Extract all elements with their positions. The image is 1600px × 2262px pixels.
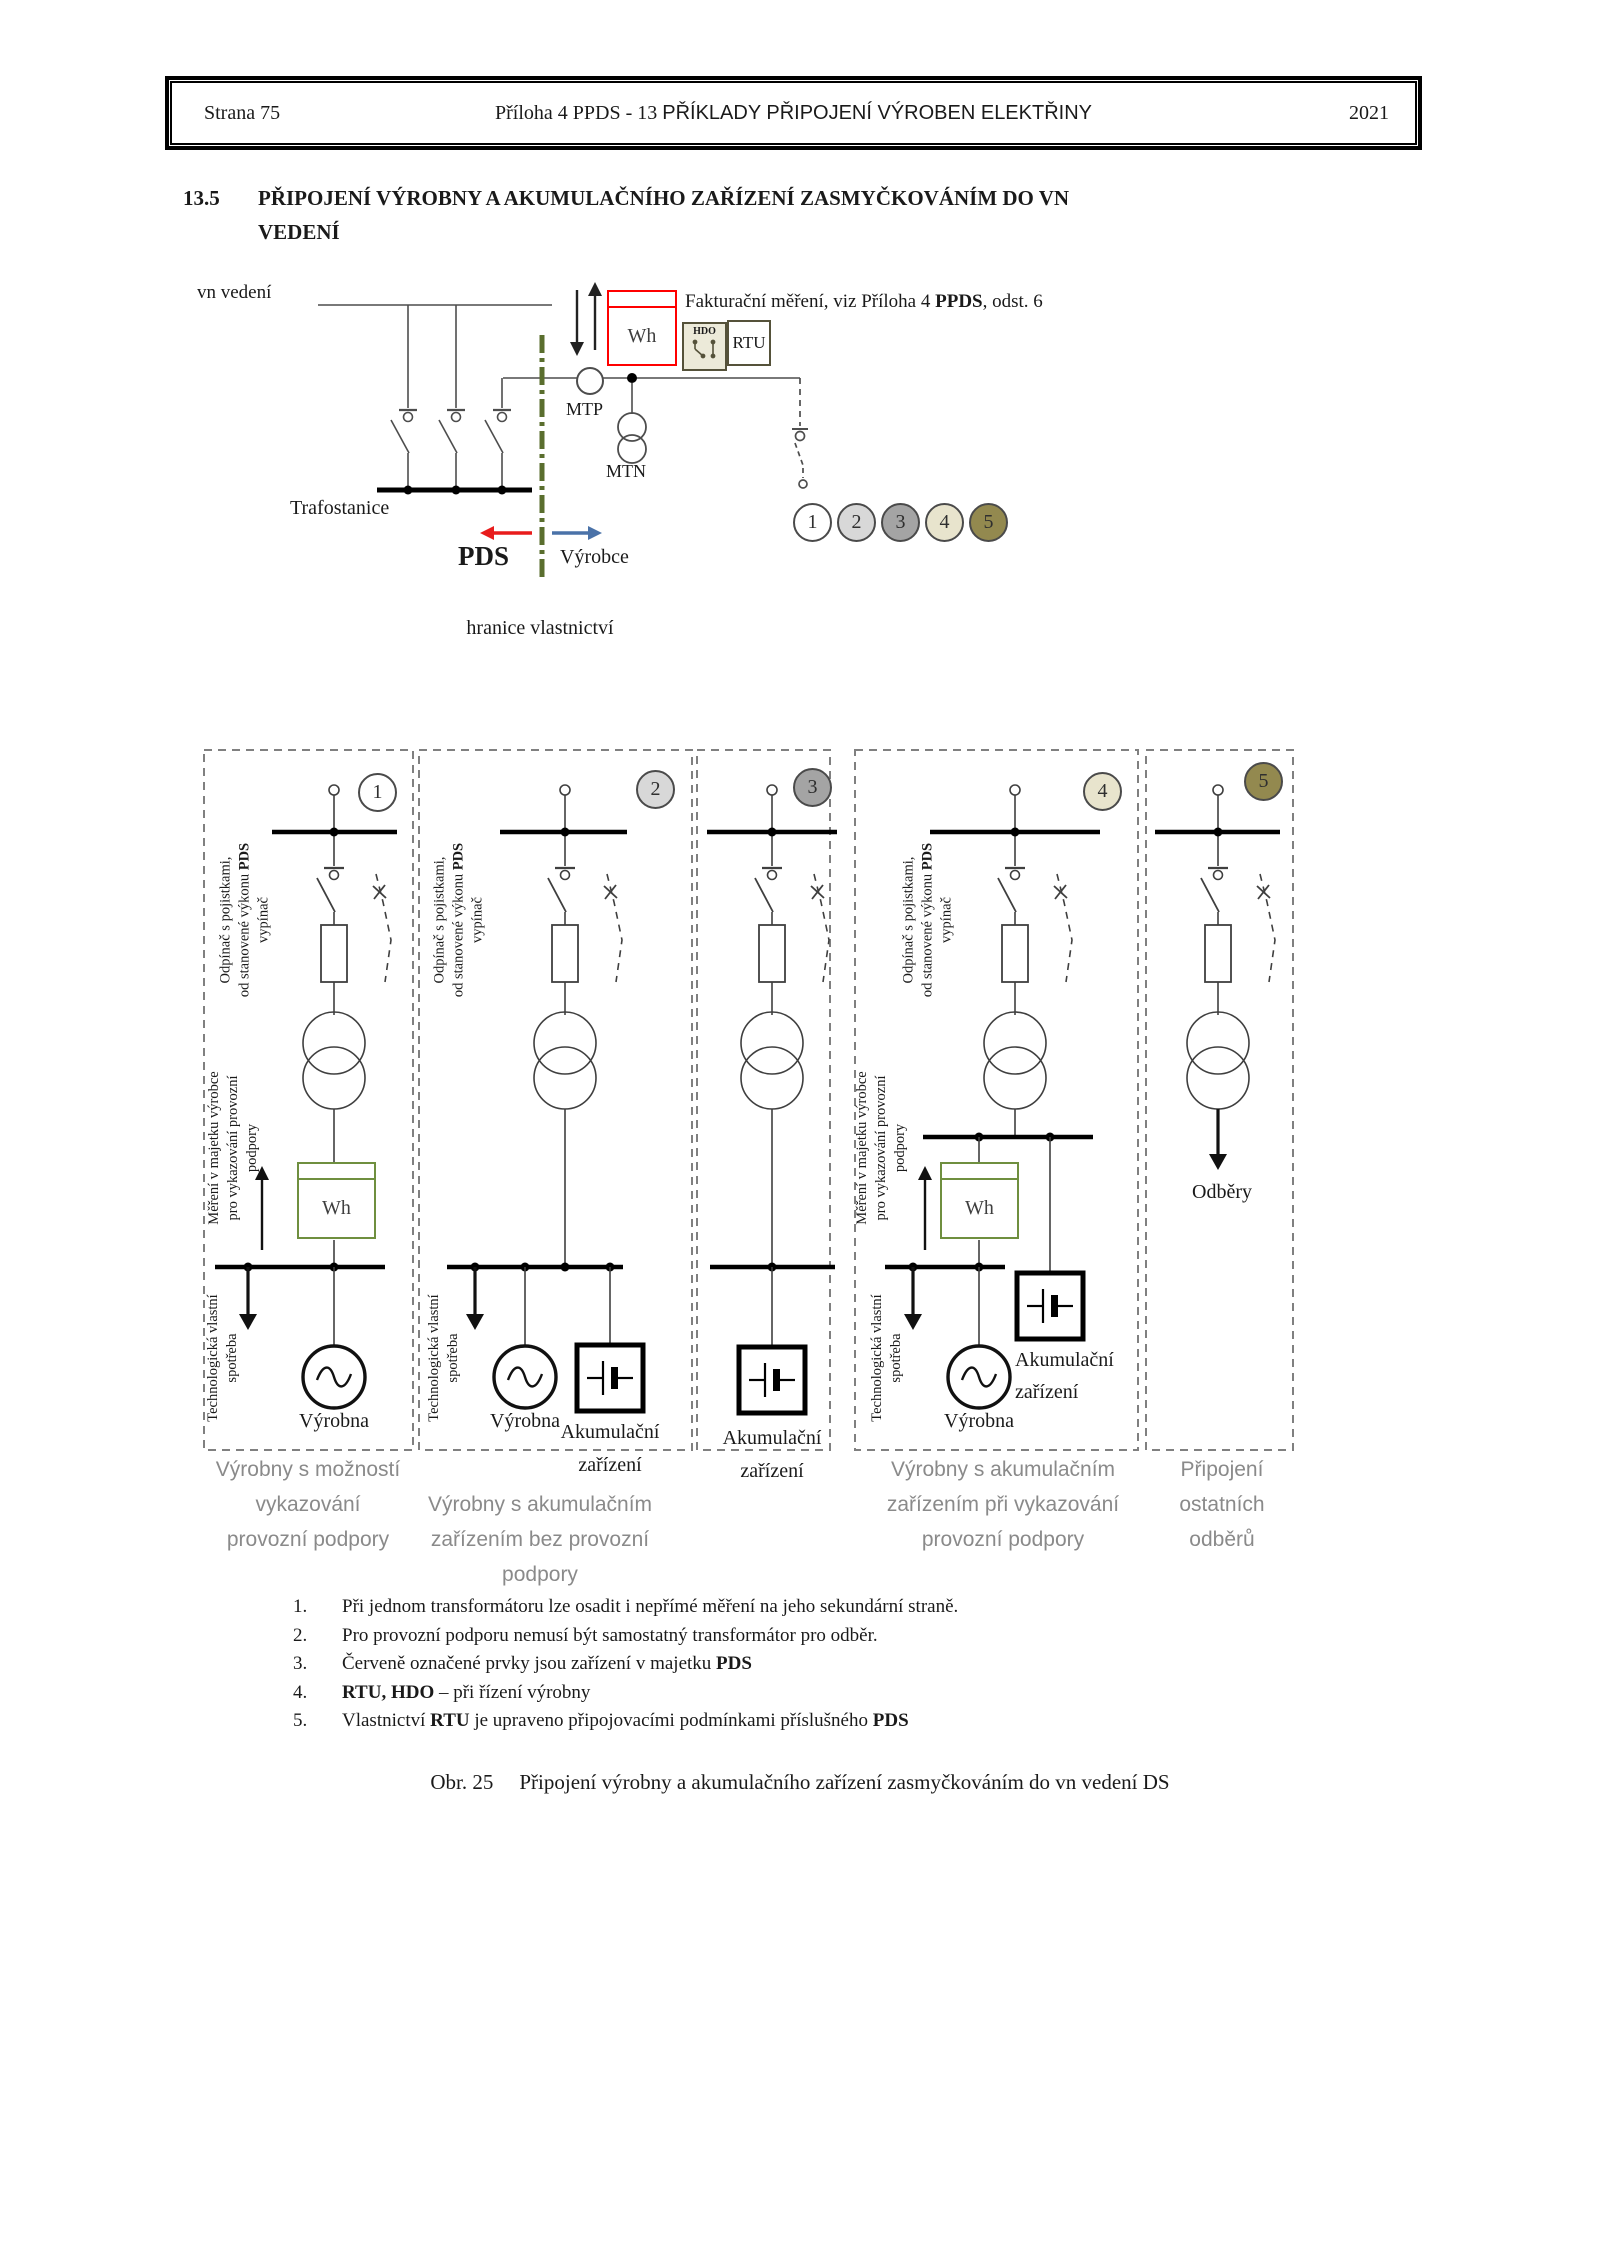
battery-icon — [577, 1345, 643, 1411]
hdo-label: HDO — [693, 326, 716, 337]
billing-metering-note: Fakturační měření, viz Příloha 4 PPDS, odst. 6 — [685, 291, 1043, 312]
pds-label: PDS — [458, 541, 510, 571]
mtp-label: MTP — [566, 399, 604, 419]
vn-line-label: vn vedení — [197, 282, 272, 303]
column-5-loads-label: Odběry — [1192, 1181, 1252, 1203]
trafostanice-switch-2 — [439, 410, 465, 488]
energy-flow-arrows — [570, 282, 602, 356]
trafostanice-switch-3 — [485, 410, 511, 488]
trafostanice-busbar — [377, 486, 532, 495]
variant-columns — [204, 750, 1293, 1450]
producer-direction-arrow — [552, 526, 602, 540]
header-title: Příloha 4 PPDS - 13 PŘÍKLADY PŘIPOJENÍ VÝROBEN ELEKTŘINY — [494, 101, 1092, 124]
note-item: 4. RTU, HDO – při řízení výrobny — [293, 1681, 591, 1703]
note-item: 2. Pro provozní podporu nemusí být samostatný transformátor pro odběr. — [293, 1624, 878, 1646]
page-header-box — [165, 76, 1422, 150]
note-item: 1. Při jednom transformátoru lze osadit i nepřímé měření na jeho sekundární straně. — [293, 1596, 959, 1617]
pds-direction-arrow — [480, 526, 532, 540]
own-consumption-arrow — [466, 1267, 484, 1330]
column-2-consumption-note: Technologická vlastní spotřeba — [426, 1294, 461, 1422]
column-1-consumption-note: Technologická vlastní spotřeba — [205, 1294, 240, 1422]
mtn-label: MTN — [606, 461, 646, 481]
column-1-caption: Výrobny s možností vykazování provozní podpory — [215, 1458, 401, 1551]
section-title-line1: PŘIPOJENÍ VÝROBNY A AKUMULAČNÍHO ZAŘÍZENÍ ZASMYČKOVÁNÍM DO VN — [258, 186, 1070, 210]
billing-meter-label: Wh — [627, 324, 657, 347]
header-year: 2021 — [1349, 101, 1389, 124]
column-5-caption: Připojení ostatních odběrů — [1179, 1458, 1265, 1551]
column-1-badge: 1 — [358, 773, 397, 812]
variant-badge-2: 2 — [837, 503, 876, 542]
rtu-box — [727, 320, 771, 366]
column-2-switch-note: Odpínač s pojistkami, od stanovené výkonu PDS vypínač — [431, 842, 486, 998]
column-4-caption: Výrobny s akumulačním zařízením při vykazování provozní podpory — [886, 1458, 1120, 1551]
section-number: 13.5 — [183, 186, 220, 210]
column-5-badge: 5 — [1244, 762, 1283, 801]
ownership-boundary-label: hranice vlastnictví — [466, 617, 614, 639]
variant-badge-5: 5 — [969, 503, 1008, 542]
column-2-caption: Výrobny s akumulačním zařízením bez provozní podpory — [427, 1493, 653, 1586]
column-1-switch-note: Odpínač s pojistkami, od stanovené výkonu PDS vypínač — [217, 842, 272, 998]
loads-arrow — [1209, 1109, 1227, 1170]
rtu-label: RTU — [732, 333, 766, 352]
column-3-circuit — [707, 785, 837, 1413]
column-4-badge: 4 — [1083, 772, 1122, 811]
customer-branch-dashed — [792, 378, 808, 488]
column-4-consumption-note: Technologická vlastní spotřeba — [869, 1294, 904, 1422]
generator-icon — [303, 1346, 365, 1408]
column-3-badge: 3 — [793, 768, 832, 807]
billing-meter-box — [607, 290, 677, 366]
column-5-circuit — [1155, 785, 1280, 1170]
producer-label: Výrobce — [560, 546, 629, 568]
mtp-ct-icon — [577, 368, 603, 394]
hdo-receiver-box — [682, 322, 727, 371]
generator-icon — [494, 1346, 556, 1408]
trafostanice-label: Trafostanice — [290, 497, 390, 519]
column-2-battery-label: Akumulační zařízení — [560, 1421, 660, 1476]
variant-badge-4: 4 — [925, 503, 964, 542]
page-number: Strana 75 — [204, 101, 281, 124]
notes-list — [293, 1593, 958, 1736]
column-4-switch-note: Odpínač s pojistkami, od stanovené výkonu PDS vypínač — [900, 842, 955, 998]
generator-icon — [948, 1346, 1010, 1408]
column-3-battery-label: Akumulační zařízení — [722, 1427, 822, 1482]
column-4-wh-meter: Wh — [940, 1162, 1019, 1239]
hdo-contacts-icon — [689, 337, 721, 361]
column-4-battery-label: Akumulační zařízení — [1015, 1349, 1114, 1403]
column-4-metering-note: Měření v majetku výrobce pro vykazování provozní podpory — [854, 1071, 908, 1225]
column-1-wh-meter: Wh — [297, 1162, 376, 1239]
column-1-generator-label: Výrobna — [299, 1410, 369, 1432]
note-item: 5. Vlastnictví RTU je upraveno připojovacími podmínkami příslušného PDS — [293, 1710, 909, 1731]
variant-badge-1: 1 — [793, 503, 832, 542]
column-2-generator-label: Výrobna — [490, 1410, 560, 1432]
trafostanice-switch-1 — [391, 410, 417, 488]
column-1-metering-note: Měření v majetku výrobce pro vykazování provozní podpory — [206, 1071, 260, 1225]
battery-icon — [739, 1347, 805, 1413]
column-2-badge: 2 — [636, 770, 675, 809]
column-4-generator-label: Výrobna — [944, 1410, 1014, 1432]
figure-caption: Obr. 25 Připojení výrobny a akumulačního zařízení zasmyčkováním do vn vedení DS — [430, 1770, 1170, 1794]
variant-badge-3: 3 — [881, 503, 920, 542]
section-title-line2: VEDENÍ — [258, 220, 340, 244]
note-item: 3. Červeně označené prvky jsou zařízení v majetku PDS — [293, 1653, 752, 1674]
battery-icon — [1017, 1273, 1083, 1339]
support-metering-arrow — [918, 1166, 932, 1250]
mtn-vt-icon — [618, 413, 646, 463]
